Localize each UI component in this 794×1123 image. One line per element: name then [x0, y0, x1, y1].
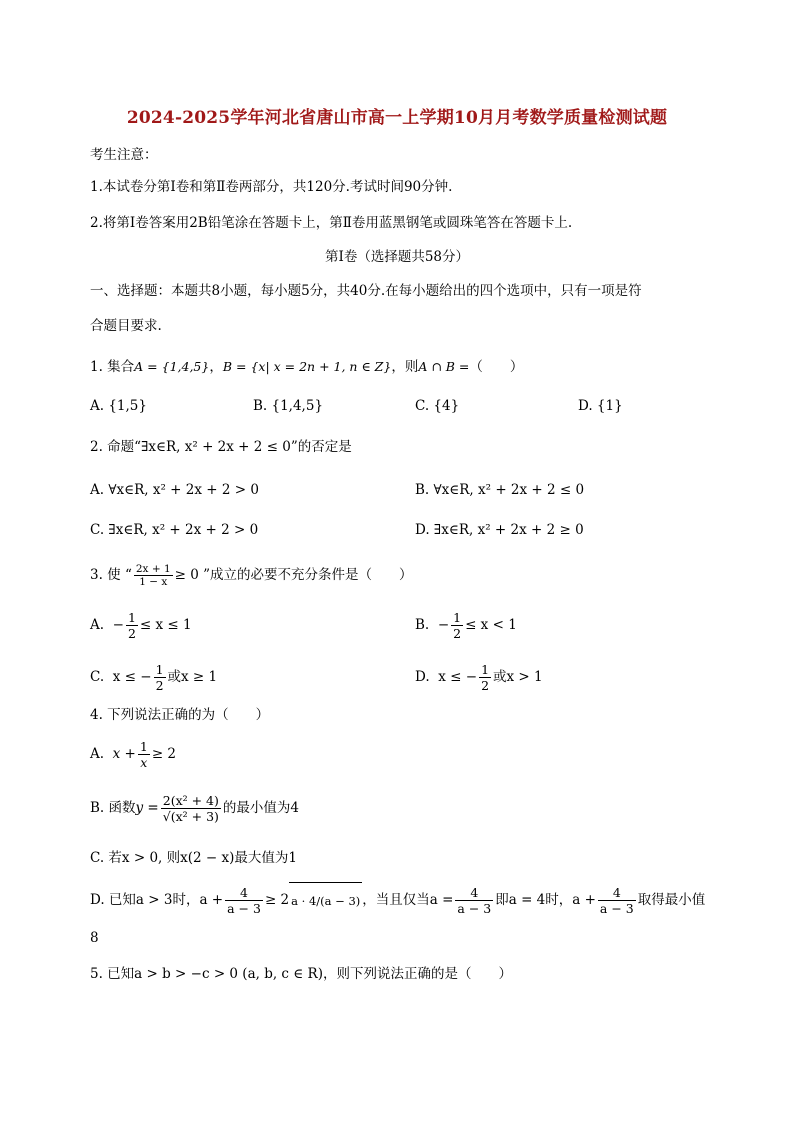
q3-option-d-pre: x ≤ − — [438, 669, 478, 685]
q4-b-den: √(x² + 3) — [162, 809, 219, 824]
q3-option-a-fraction — [126, 610, 138, 641]
q3-fraction-numerator: 2x + 1 — [135, 563, 171, 575]
q3-option-d-post: 或x > 1 — [493, 669, 543, 685]
q1-option-c: C. {4} — [415, 398, 460, 414]
q3-stem-mid: ≥ 0 ”成立的必要不充分条件是（ ） — [174, 567, 413, 583]
q4-option-a-fraction — [138, 739, 150, 770]
q4-option-b — [90, 788, 299, 828]
q1-prefix: 1. 集合 — [90, 359, 135, 375]
q4-b-num: 2(x² + 4) — [161, 793, 221, 809]
q1-expression: A ∩ B = — [418, 359, 470, 374]
q1-option-a: A. {1,5} — [90, 398, 147, 414]
q4-option-c: C. 若x > 0, 则x(2 − x)最大值为1 — [90, 850, 297, 866]
q2-option-b: B. ∀x∈R, x² + 2x + 2 ≤ 0 — [415, 482, 585, 498]
q4-option-d-fraction-1 — [225, 885, 263, 916]
q4-option-d-mid2: ，当且仅当a = — [362, 892, 454, 908]
q3-option-b-label: B. — [415, 617, 430, 633]
q3-a-num: 1 — [127, 610, 136, 625]
q4-option-a-label: A. — [90, 746, 105, 762]
q4-option-d-fraction-2 — [455, 885, 493, 916]
q3-option-a-pre: − — [112, 617, 124, 633]
q3-option-c-label: C. — [90, 669, 105, 685]
q2-option-c: C. ∃x∈R, x² + 2x + 2 > 0 — [90, 522, 259, 538]
q3-option-d-label: D. — [415, 669, 430, 685]
section-heading: 第Ⅰ卷（选择题共58分） — [324, 249, 469, 265]
q3-option-c-fraction — [154, 662, 166, 693]
q4-option-d — [90, 882, 705, 918]
q3-option-d — [415, 660, 543, 694]
question-2-stem: 2. 命题“∃x∈R, x² + 2x + 2 ≤ 0”的否定是 — [90, 439, 352, 455]
q4-option-d-mid1: ≥ 2 — [264, 892, 290, 908]
q3-fraction — [134, 563, 173, 588]
q3-option-c — [90, 660, 217, 694]
q3-option-c-post: 或x ≥ 1 — [167, 669, 218, 685]
notice-item-2: 2.将第Ⅰ卷答案用2B铅笔涂在答题卡上，第Ⅱ卷用蓝黑钢笔或圆珠笔答在答题卡上. — [90, 215, 573, 231]
question-3-stem — [90, 560, 413, 590]
q4-a-den: x — [140, 755, 148, 770]
q1-suffix: ，则 — [391, 359, 419, 375]
q1-paren: （ ） — [469, 359, 524, 375]
q4-option-a-pre: x + — [112, 746, 136, 762]
q4-d-den-3: a − 3 — [599, 901, 634, 916]
q4-d-num-3: 4 — [598, 885, 636, 901]
q3-b-num: 1 — [453, 610, 462, 625]
q4-option-d-fraction-3 — [598, 885, 636, 916]
q1-set-a: A = {1,4,5} — [134, 359, 210, 374]
q4-option-b-post: 的最小值为4 — [222, 800, 299, 816]
q3-stem-pre: 3. 使 “ — [90, 567, 132, 583]
part-instructions-line-1: 一、选择题：本题共8小题，每小题5分，共40分.在每小题给出的四个选项中，只有一项是符 — [90, 283, 642, 299]
q4-option-b-y: y = — [135, 800, 159, 816]
exam-title: 2024-2025学年河北省唐山市高一上学期10月月考数学质量检测试题 — [126, 108, 668, 128]
q3-d-num: 1 — [481, 662, 490, 677]
q4-option-a-post: ≥ 2 — [151, 746, 177, 762]
q3-option-a-label: A. — [90, 617, 105, 633]
q4-option-d-label: D. 已知a > 3时，a + — [90, 892, 224, 908]
q1-set-b: B = {x| x = 2n + 1, n ∈ Z} — [222, 359, 392, 374]
q3-option-b-post: ≤ x < 1 — [465, 617, 517, 633]
q1-option-d: D. {1} — [578, 398, 623, 414]
q4-d-den-2: a − 3 — [457, 901, 492, 916]
q3-a-den: 2 — [127, 626, 136, 641]
q4-option-d-sqrt: a · 4/(a − 3) — [289, 882, 362, 919]
q4-d-num-1: 4 — [225, 885, 263, 901]
q3-option-a-post: ≤ x ≤ 1 — [139, 617, 192, 633]
q3-d-den: 2 — [481, 678, 490, 693]
q1-comma: ， — [209, 359, 223, 375]
q4-d-den-1: a − 3 — [227, 901, 261, 916]
q3-c-den: 2 — [155, 678, 164, 693]
q3-option-b-fraction — [451, 610, 463, 641]
question-4-stem: 4. 下列说法正确的为（ ） — [90, 707, 270, 723]
q4-option-d-continuation: 8 — [90, 930, 99, 946]
question-1-stem — [90, 357, 523, 377]
q4-option-d-mid3: 即a = 4时，a + — [495, 892, 596, 908]
question-5-stem: 5. 已知a > b > −c > 0 (a, b, c ∈ R)，则下列说法正确的是（ ） — [90, 966, 512, 982]
q4-a-num: 1 — [139, 739, 148, 754]
q4-d-num-2: 4 — [455, 885, 493, 901]
q3-option-b — [415, 608, 517, 642]
q3-fraction-denominator: 1 − x — [139, 576, 168, 588]
q2-option-d: D. ∃x∈R, x² + 2x + 2 ≥ 0 — [415, 522, 584, 538]
q3-option-c-pre: x ≤ − — [112, 669, 152, 685]
q4-option-b-label: B. 函数 — [90, 800, 136, 816]
notice-item-1: 1.本试卷分第Ⅰ卷和第Ⅱ卷两部分，共120分.考试时间90分钟. — [90, 179, 453, 195]
q3-b-den: 2 — [453, 626, 462, 641]
q1-option-b: B. {1,4,5} — [253, 398, 324, 414]
part-instructions-line-2: 合题目要求. — [90, 318, 162, 334]
q4-option-d-tail: 取得最小值 — [637, 892, 706, 908]
q3-option-b-pre: − — [437, 617, 450, 633]
q3-option-a — [90, 608, 192, 642]
notice-heading: 考生注意： — [90, 147, 158, 163]
q3-c-num: 1 — [155, 662, 164, 677]
q4-option-b-fraction — [161, 793, 221, 824]
q3-option-d-fraction — [479, 662, 491, 693]
q4-option-a — [90, 737, 176, 771]
q2-option-a: A. ∀x∈R, x² + 2x + 2 > 0 — [90, 482, 259, 498]
